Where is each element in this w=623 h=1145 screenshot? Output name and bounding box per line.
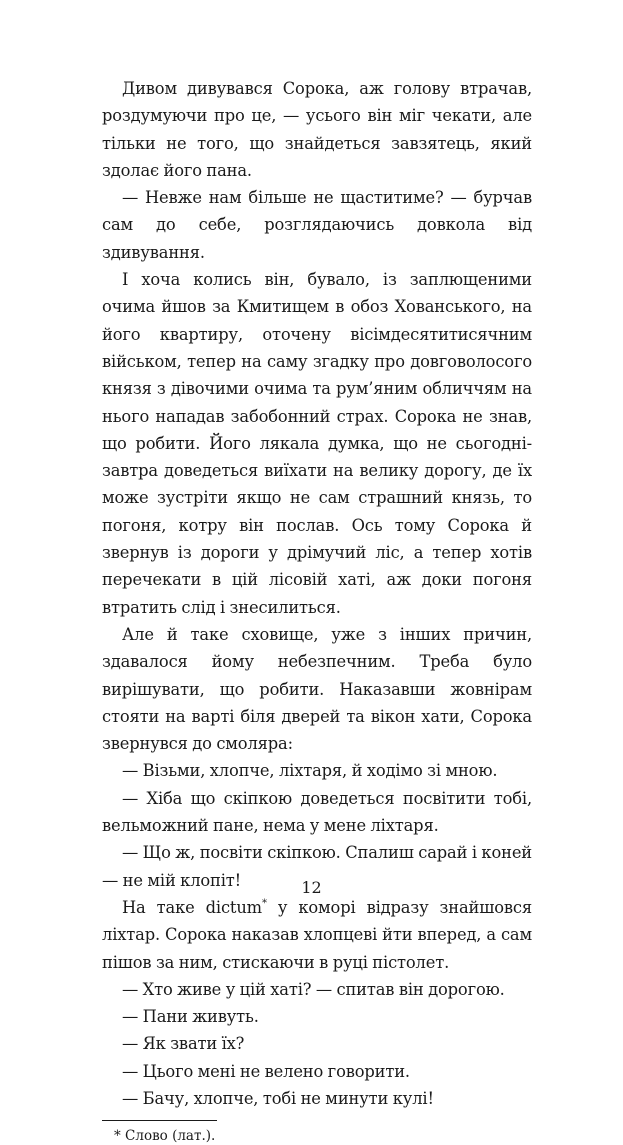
paragraph-8 [102, 894, 532, 976]
paragraph-7: — Що ж, посвіти скіпкою. Спалиш сарай і коней — не мій клопіт! [102, 843, 532, 890]
paragraph-11: — Як звати їх? [122, 1034, 245, 1054]
paragraph-3: І хоча колись він, бувало, із заплющеними очима йшов за Кмитищем в обоз Хованського, на його квартиру, оточену вісімдесятитисячним військом, тепер на саму згадку про довговолосого князя з дівочими очима та рум’яним обличчям на нього нападав забобонний страх. Сорока не знав, що робити. Його лякала думка, що не сьогодні-завтра доведеться виїхати на велику дорогу, де їх може зустріти якщо не сам страшний князь, то погоня, котру він послав. Ось тому Сорока й звернув із дороги у дрімучий ліс, а тепер хотів перечекати в цій лісовій хаті, аж доки погоня втратить слід і знесилиться. [102, 270, 532, 617]
paragraph-8-start: На таке dictum [122, 897, 262, 917]
paragraph-1: Дивом дивувався Сорока, аж голову втрачав, роздумуючи про це, — усього він міг чекати, але тільки не того, що знайдеться завзятець, який здолає його пана. [102, 79, 532, 180]
paragraph-12: — Цього мені не велено говорити. [122, 1061, 410, 1081]
page-body [102, 75, 532, 1145]
paragraph-4: Але й таке сховище, уже з інших причин, здавалося йому небезпечним. Треба було вирішувати, що робити. Наказавши жовнірам стояти на варті біля дверей та вікон хати, Сорока звернувся до смоляра: [102, 624, 532, 754]
paragraph-13: — Бачу, хлопче, тобі не минути кулі! [122, 1088, 434, 1108]
paragraph-5: — Візьми, хлопче, ліхтаря, й ходімо зі мною. [122, 761, 498, 781]
page-number: 12 [301, 878, 322, 897]
paragraph-10: — Пани живуть. [122, 1007, 259, 1027]
footnote: * Слово (лат.). [114, 1128, 216, 1145]
paragraph-6: — Хіба що скіпкою доведеться посвітити тобі, вельможний пане, нема у мене ліхтаря. [102, 788, 532, 836]
paragraph-9: — Хто живе у цій хаті? — спитав він дорогою. [122, 979, 505, 999]
paragraph-8-end: у коморі відразу знайшовся ліхтар. Сорока наказав хлопцеві йти вперед, а сам пішов за ним, стискаючи в руці пістолет. [102, 897, 532, 972]
footnote-marker: * [261, 897, 267, 909]
footnote-divider [102, 1120, 217, 1121]
paragraph-2: — Невже нам більше не щаститиме? — бурчав сам до себе, розглядаючись довкола від здивування. [102, 188, 532, 262]
